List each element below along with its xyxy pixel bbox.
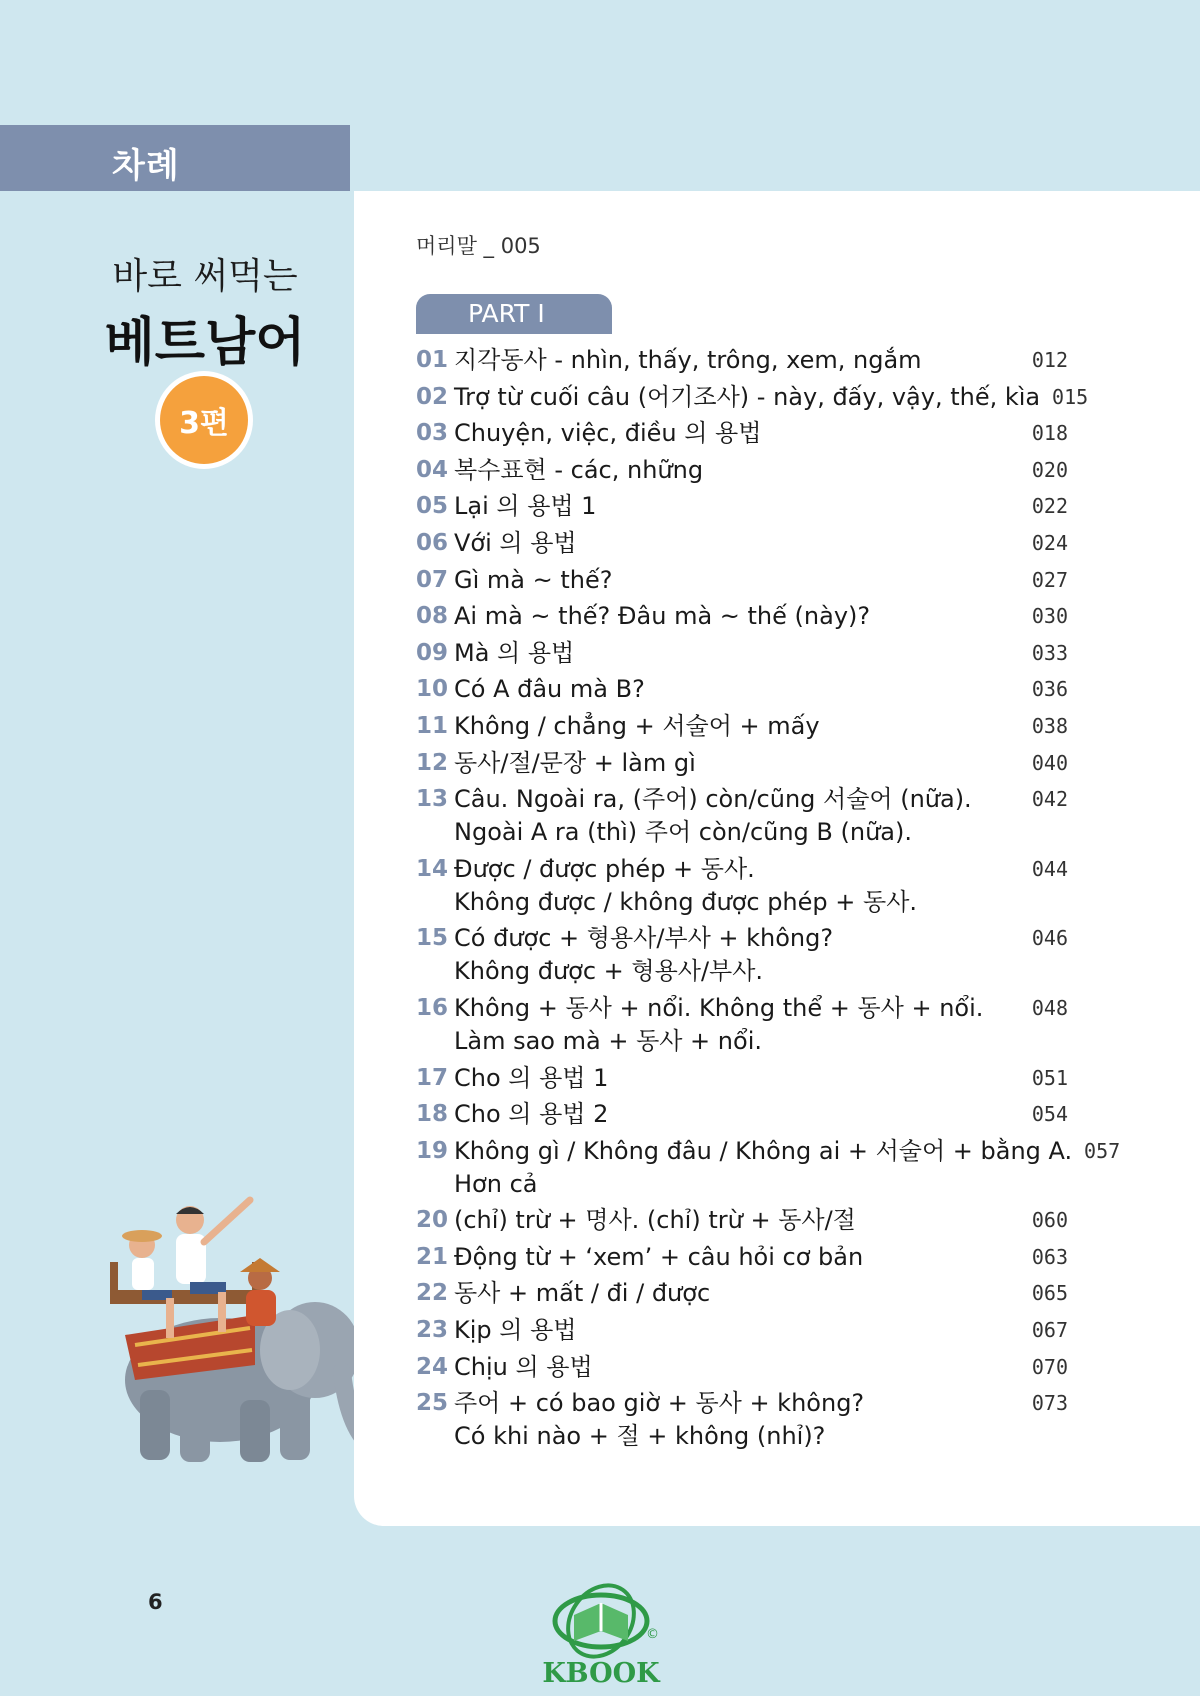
toc-page-number: 046: [1031, 926, 1068, 951]
toc-title: [454, 1062, 1020, 1095]
toc-title-line: Có được + 형용사/부사 + không?: [454, 924, 834, 953]
toc-number: 21: [416, 1243, 449, 1270]
toc-title-line: Gì mà ~ thế?: [454, 565, 613, 594]
toc-number: 14: [416, 855, 449, 882]
toc-page-number: 022: [1031, 494, 1068, 519]
toc-row: [416, 853, 1068, 919]
toc-page-number: 063: [1031, 1244, 1068, 1269]
toc-title-line: Lại 의 용법 1: [454, 492, 597, 521]
toc-title-line: Câu. Ngoài ra, (주어) còn/cũng 서술어 (nữa).: [454, 785, 972, 814]
toc-title-line: Có A đâu mà B?: [454, 675, 645, 704]
toc-number: 03: [416, 420, 449, 447]
elephant-riders-illustration: [80, 1150, 400, 1470]
toc-title: [454, 1241, 1020, 1274]
toc-page-number: 015: [1052, 384, 1089, 409]
toc-number: 22: [416, 1280, 449, 1307]
toc-title-line: 주어 + có bao giờ + 동사 + không?: [454, 1389, 865, 1418]
logo-text: KBOOK: [542, 1658, 660, 1689]
toc-title-line: Không + 동사 + nổi. Không thể + 동사 + nổi.: [454, 993, 984, 1022]
toc-title: [454, 417, 1020, 450]
toc-title-line: Ngoài A ra (thì) 주어 còn/cũng B (nữa).: [454, 818, 913, 847]
toc-row: [416, 673, 1068, 706]
toc-title-line: Chuyện, việc, điều 의 용법: [454, 419, 762, 448]
toc-page-number: 060: [1031, 1208, 1068, 1233]
toc-number: 12: [416, 749, 449, 776]
toc-page-number: 030: [1031, 604, 1068, 629]
toc-row: [416, 710, 1068, 743]
toc-row: [416, 381, 1089, 414]
toc-page-number: 054: [1031, 1102, 1068, 1127]
toc-title-line: Không / chẳng + 서술어 + mấy: [454, 711, 820, 740]
toc-title: [454, 344, 1020, 377]
toc-title: [454, 454, 1020, 487]
logo-mark: ©: [646, 1627, 659, 1642]
book-title: 베트남어: [104, 313, 306, 373]
toc-title: [454, 747, 1020, 780]
toc-number: 06: [416, 529, 449, 556]
toc-page-number: 073: [1031, 1391, 1068, 1416]
toc-page-number: 051: [1031, 1065, 1068, 1090]
toc-title: [454, 710, 1020, 743]
toc-title-line: Hơn cả: [454, 1169, 538, 1198]
toc-title-line: Chịu 의 용법: [454, 1352, 593, 1381]
table-of-contents: [416, 344, 1121, 1457]
toc-number: 04: [416, 456, 449, 483]
toc-number: 17: [416, 1064, 449, 1091]
toc-row: [416, 454, 1068, 487]
toc-page-number: 038: [1031, 713, 1068, 738]
toc-row: [416, 1351, 1068, 1384]
toc-page-number: 012: [1031, 348, 1068, 372]
toc-row: [416, 490, 1068, 523]
toc-number: 15: [416, 925, 449, 952]
toc-row: [416, 747, 1068, 780]
toc-number: 18: [416, 1101, 449, 1128]
toc-number: 05: [416, 493, 449, 520]
volume-badge: 3편: [160, 376, 248, 464]
toc-title: [454, 992, 1020, 1058]
toc-number: 09: [416, 639, 449, 666]
toc-number: 07: [416, 566, 449, 593]
toc-title: [454, 783, 1020, 849]
toc-number: 13: [416, 786, 449, 813]
toc-page-number: 036: [1031, 677, 1068, 702]
toc-title: [454, 381, 1040, 414]
toc-row: [416, 600, 1068, 633]
toc-row: [416, 637, 1068, 670]
kbook-logo: [540, 1575, 662, 1693]
toc-title: [454, 1098, 1020, 1131]
toc-page-number: 044: [1031, 856, 1068, 881]
section-title: 차례: [112, 146, 180, 186]
toc-row: [416, 417, 1068, 450]
toc-row: [416, 1277, 1068, 1310]
book-subtitle: 바로 써먹는: [112, 256, 298, 297]
toc-row: [416, 1241, 1068, 1274]
toc-number: 16: [416, 994, 449, 1021]
toc-title-line: (chỉ) trừ + 명사. (chỉ) trừ + 동사/절: [454, 1206, 856, 1235]
toc-title-line: 지각동사 - nhìn, thấy, trông, xem, ngắm: [454, 346, 922, 374]
toc-page-number: 024: [1031, 530, 1068, 555]
toc-title: [454, 564, 1020, 597]
book-globe-logo-icon: [540, 1575, 662, 1665]
toc-page-number: 027: [1031, 567, 1068, 592]
toc-number: 19: [416, 1137, 449, 1164]
toc-title: [454, 1351, 1020, 1384]
toc-page-number: 018: [1031, 421, 1068, 446]
toc-title-line: Cho 의 용법 2: [454, 1100, 609, 1129]
toc-number: 11: [416, 712, 449, 739]
toc-title: [454, 673, 1020, 706]
toc-title-line: Không gì / Không đâu / Không ai + 서술어 + bằng A.: [454, 1136, 1073, 1165]
toc-row: [416, 783, 1068, 849]
toc-row: [416, 1062, 1068, 1095]
toc-title: [454, 1314, 1020, 1347]
toc-page-number: 033: [1031, 640, 1068, 665]
page-number: 6: [148, 1590, 163, 1614]
toc-title-line: Có khi nào + 절 + không (nhỉ)?: [454, 1422, 826, 1451]
toc-title-line: Động từ + ‘xem’ + câu hỏi cơ bản: [454, 1242, 864, 1271]
toc-row: [416, 1135, 1121, 1201]
toc-number: 25: [416, 1390, 449, 1417]
toc-row: [416, 922, 1068, 988]
toc-page-number: 040: [1031, 750, 1068, 775]
toc-title: [454, 922, 1020, 988]
toc-page-number: 042: [1031, 787, 1068, 812]
toc-title-line: Cho 의 용법 1: [454, 1063, 609, 1092]
toc-number: 08: [416, 603, 449, 630]
toc-title-line: Làm sao mà + 동사 + nổi.: [454, 1026, 762, 1055]
toc-title-line: Ai mà ~ thế? Đâu mà ~ thế (này)?: [454, 602, 871, 631]
toc-title-line: 동사/절/문장 + làm gì: [454, 748, 696, 777]
toc-title: [454, 1387, 1020, 1453]
toc-title: [454, 490, 1020, 523]
toc-title: [454, 1204, 1020, 1237]
toc-row: [416, 1314, 1068, 1347]
toc-title-line: Với 의 용법: [454, 528, 577, 557]
part-label: PART Ⅰ: [416, 294, 612, 334]
toc-number: 24: [416, 1353, 449, 1380]
toc-row: [416, 564, 1068, 597]
toc-row: [416, 527, 1068, 560]
toc-row: [416, 1387, 1068, 1453]
toc-page-number: 065: [1031, 1281, 1068, 1306]
toc-title: [454, 1135, 1072, 1201]
toc-title: [454, 527, 1020, 560]
toc-row: [416, 344, 1068, 377]
toc-title-line: Không được + 형용사/부사.: [454, 957, 764, 986]
toc-title: [454, 1277, 1020, 1310]
toc-title: [454, 853, 1020, 919]
toc-number: 20: [416, 1207, 449, 1234]
toc-row: [416, 992, 1068, 1058]
toc-row: [416, 1098, 1068, 1131]
toc-page-number: 067: [1031, 1318, 1068, 1343]
toc-title-line: Không được / không được phép + 동사.: [454, 887, 918, 916]
toc-page-number: 020: [1031, 457, 1068, 482]
toc-number: 02: [416, 383, 449, 410]
toc-title-line: 복수표현 - các, những: [454, 455, 704, 484]
toc-title: [454, 600, 1020, 633]
toc-row: [416, 1204, 1068, 1237]
toc-number: 23: [416, 1317, 449, 1344]
toc-number: 01: [416, 347, 449, 373]
toc-title-line: Được / được phép + 동사.: [454, 854, 755, 883]
toc-title-line: 동사 + mất / đi / được: [454, 1279, 711, 1308]
toc-page-number: 057: [1084, 1138, 1121, 1163]
toc-title-line: Trợ từ cuối câu (어기조사) - này, đấy, vậy, thế, kìa: [454, 382, 1041, 411]
preface-entry: 머리말 _ 005: [416, 234, 541, 258]
toc-title-line: Kịp 의 용법: [454, 1316, 577, 1345]
toc-title: [454, 637, 1020, 670]
toc-title-line: Mà 의 용법: [454, 638, 575, 667]
toc-page-number: 070: [1031, 1354, 1068, 1379]
toc-number: 10: [416, 676, 449, 703]
toc-page-number: 048: [1031, 995, 1068, 1020]
